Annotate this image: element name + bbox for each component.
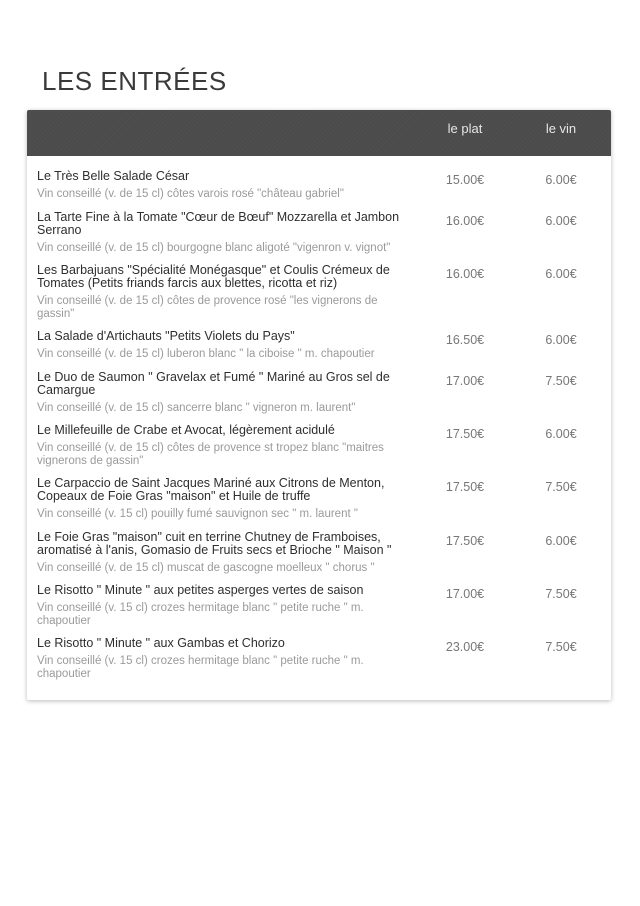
dish-row — [27, 371, 611, 425]
wine-suggestion: Vin conseillé (v. 15 cl) crozes hermitage blanc " petite ruche " m. chapoutier — [37, 655, 364, 680]
wine-suggestion: Vin conseillé (v. de 15 cl) côtes varois rosé "château gabriel" — [37, 188, 344, 200]
dish-name: Le Carpaccio de Saint Jacques Mariné aux Citrons de Menton, Copeaux de Foie Gras "maison" et Huile de truffe — [37, 476, 385, 503]
wine-price: 6.00€ — [545, 173, 577, 187]
dish-price: 15.00€ — [445, 173, 485, 187]
wine-suggestion: Vin conseillé (v. de 15 cl) sancerre blanc " vigneron m. laurent" — [37, 401, 356, 414]
dish-name: Le Risotto " Minute " aux Gambas et Chorizo — [37, 636, 285, 650]
column-header-plat: le plat — [447, 121, 483, 136]
menu-table-header — [27, 110, 611, 156]
menu-table — [27, 110, 611, 700]
dish-price: 23.00€ — [445, 640, 485, 654]
dish-name: La Salade d'Artichauts "Petits Violets du Pays" — [37, 329, 295, 343]
dish-name: Le Duo de Saumon " Gravelax et Fumé " Mariné au Gros sel de Camargue — [37, 369, 390, 397]
dish-price: 16.50€ — [445, 333, 485, 347]
wine-price: 6.00€ — [545, 333, 577, 347]
wine-price: 7.50€ — [545, 480, 577, 494]
wine-price: 6.00€ — [545, 213, 577, 228]
dish-name: Le Très Belle Salade César — [37, 169, 190, 183]
wine-suggestion: Vin conseillé (v. de 15 cl) luberon blanc " la ciboise " m. chapoutier — [37, 348, 375, 360]
dish-price: 16.00€ — [445, 213, 485, 228]
dish-row — [27, 584, 611, 637]
wine-suggestion: Vin conseillé (v. de 15 cl) muscat de gascogne moelleux " chorus " — [37, 561, 375, 574]
dish-price: 17.00€ — [445, 587, 485, 601]
dish-price: 17.00€ — [445, 373, 485, 388]
dish-row — [27, 211, 611, 265]
dish-row — [27, 330, 611, 371]
dish-name: La Tarte Fine à la Tomate "Cœur de Bœuf" Mozzarella et Jambon Serrano — [37, 209, 400, 237]
dish-name: Le Risotto " Minute " aux petites asperges vertes de saison — [37, 583, 364, 597]
wine-price: 6.00€ — [545, 267, 577, 281]
dish-name: Les Barbajuans "Spécialité Monégasque" et Coulis Crémeux de Tomates (Petits friands farcis aux blettes, ricotta et riz) — [37, 263, 390, 290]
dish-price: 17.50€ — [445, 480, 485, 494]
dish-name: Le Millefeuille de Crabe et Avocat, légèrement acidulé — [37, 423, 335, 437]
wine-suggestion: Vin conseillé (v. de 15 cl) côtes de provence st tropez blanc "maitres vignerons de gassin" — [37, 442, 384, 467]
wine-price: 7.50€ — [545, 640, 577, 654]
wine-price: 6.00€ — [545, 427, 577, 441]
dish-row — [27, 531, 611, 585]
section-title: LES ENTRÉES — [42, 66, 227, 96]
wine-suggestion: Vin conseillé (v. de 15 cl) côtes de provence rosé "les vignerons de gassin" — [37, 295, 378, 320]
wine-price: 6.00€ — [545, 533, 577, 548]
dish-price: 17.50€ — [445, 427, 485, 441]
dish-price: 17.50€ — [445, 533, 485, 548]
dish-row — [27, 477, 611, 531]
wine-price: 7.50€ — [545, 373, 577, 388]
dish-name: Le Foie Gras "maison" cuit en terrine Chutney de Framboises, aromatisé à l'anis, Gomasio de Fruits secs et Brioche " Maison " — [37, 529, 392, 557]
dish-list — [27, 156, 611, 700]
dish-row — [27, 264, 611, 330]
column-header-vin: le vin — [545, 121, 577, 136]
wine-suggestion: Vin conseillé (v. de 15 cl) bourgogne blanc aligoté "vigenron v. vignot" — [37, 241, 391, 254]
wine-suggestion: Vin conseillé (v. 15 cl) crozes hermitage blanc " petite ruche " m. chapoutier — [37, 602, 364, 627]
dish-row — [27, 424, 611, 477]
dish-price: 16.00€ — [445, 267, 485, 281]
wine-price: 7.50€ — [545, 587, 577, 601]
dish-row — [27, 170, 611, 211]
wine-suggestion: Vin conseillé (v. 15 cl) pouilly fumé sauvignon sec " m. laurent " — [37, 508, 358, 520]
dish-row — [27, 637, 611, 690]
